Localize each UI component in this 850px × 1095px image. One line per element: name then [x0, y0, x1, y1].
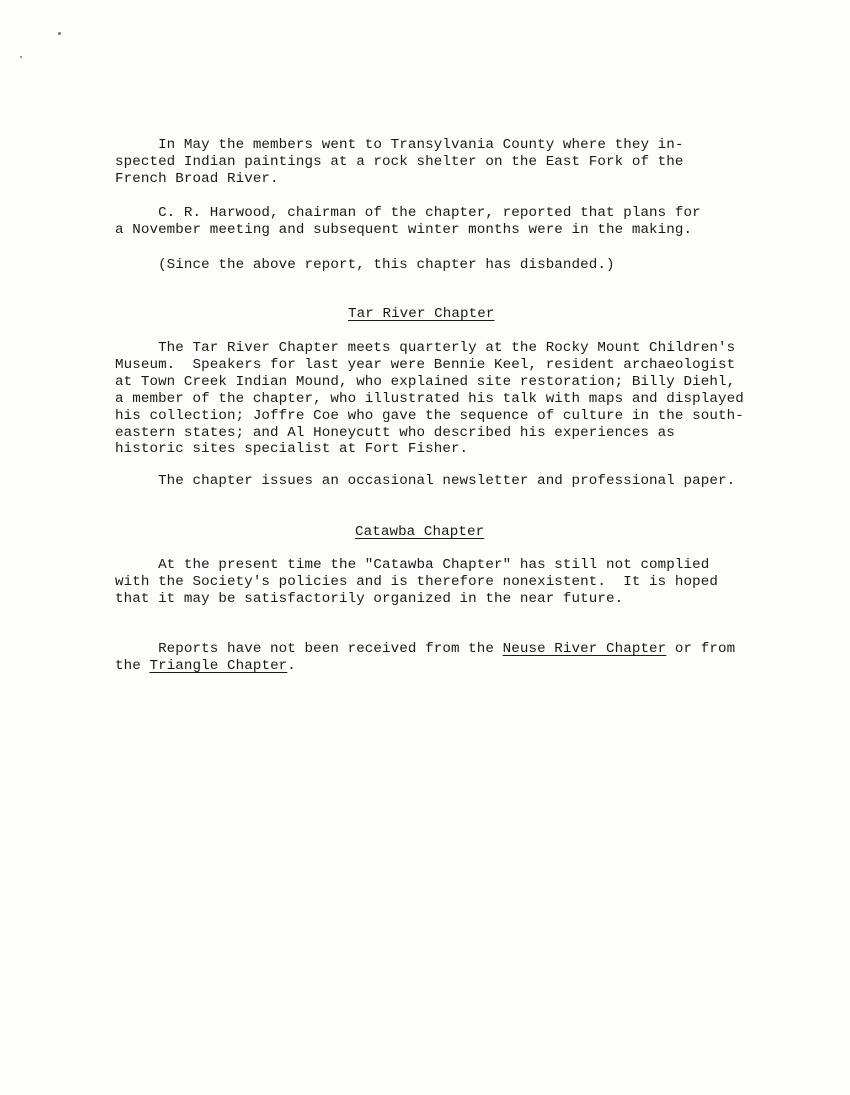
paragraph-line: his collection; Joffre Coe who gave the sequence of culture in the south-	[115, 408, 744, 424]
tar-river-heading: Tar River Chapter	[348, 306, 495, 322]
reports-line-text: or from	[666, 641, 736, 657]
paragraph-line: with the Society's policies and is therefore nonexistent. It is hoped	[115, 574, 718, 590]
reports-line-text: .	[287, 658, 296, 674]
disbanded-note: (Since the above report, this chapter has disbanded.)	[115, 257, 615, 273]
paragraph-line: historic sites specialist at Fort Fisher.	[115, 441, 469, 457]
neuse-river-chapter-ref: Neuse River Chapter	[502, 641, 667, 657]
paragraph-line: eastern states; and Al Honeycutt who described his experiences as	[115, 425, 675, 441]
catawba-heading: Catawba Chapter	[355, 524, 485, 540]
paragraph-line: French Broad River.	[115, 171, 279, 187]
reports-line-text: the	[115, 658, 150, 674]
paragraph-line: At the present time the "Catawba Chapter" has still not complied	[115, 557, 710, 573]
paragraph-line: a member of the chapter, who illustrated his talk with maps and displayed	[115, 391, 744, 407]
paper-speck	[20, 56, 22, 58]
paragraph-line: at Town Creek Indian Mound, who explained site restoration; Billy Diehl,	[115, 374, 736, 390]
reports-line-text: Reports have not been received from the	[115, 641, 503, 657]
paragraph-line: a November meeting and subsequent winter months were in the making.	[115, 222, 693, 238]
paragraph-line: The Tar River Chapter meets quarterly at the Rocky Mount Children's	[115, 340, 736, 356]
reports-line	[115, 641, 735, 657]
paragraph-line: In May the members went to Transylvania County where they in-	[115, 137, 684, 153]
paragraph-line: C. R. Harwood, chairman of the chapter, reported that plans for	[115, 205, 701, 221]
paragraph-line: Museum. Speakers for last year were Bennie Keel, resident archaeologist	[115, 357, 736, 373]
triangle-chapter-ref: Triangle Chapter	[149, 658, 288, 674]
paper-speck	[58, 32, 61, 35]
paragraph-line: spected Indian paintings at a rock shelter on the East Fork of the	[115, 154, 684, 170]
paragraph-line: that it may be satisfactorily organized in the near future.	[115, 591, 624, 607]
newsletter-line: The chapter issues an occasional newsletter and professional paper.	[115, 473, 736, 489]
reports-line	[115, 658, 296, 674]
